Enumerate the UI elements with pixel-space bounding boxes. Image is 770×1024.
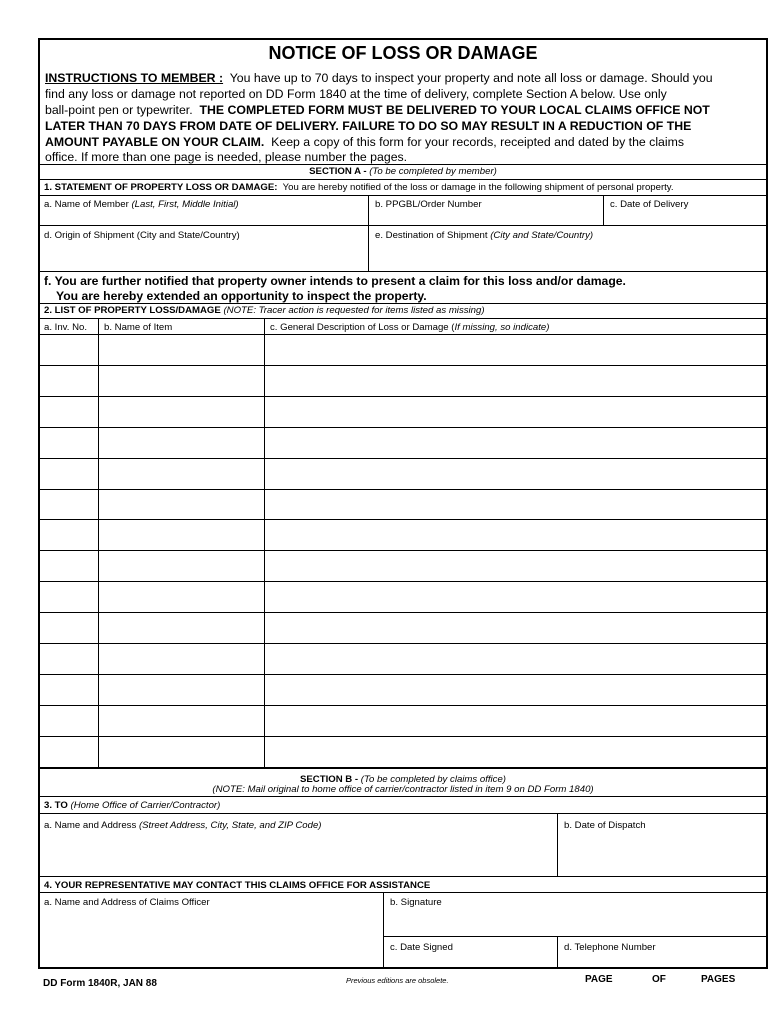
inv-no-cell[interactable] — [40, 427, 98, 458]
destination-label-text: e. Destination of Shipment — [375, 230, 488, 241]
item-1-heading-bold: 1. STATEMENT OF PROPERTY LOSS OR DAMAGE: — [44, 182, 278, 193]
origin-field[interactable] — [40, 242, 368, 270]
divider — [40, 892, 766, 893]
instructions-line-5 — [45, 134, 684, 150]
inv-no-cell[interactable] — [40, 674, 98, 705]
inv-no-cell[interactable] — [40, 458, 98, 489]
description-cell[interactable] — [265, 519, 766, 550]
item-name-cell[interactable] — [99, 643, 264, 674]
divider — [40, 876, 766, 877]
description-cell[interactable] — [265, 705, 766, 736]
item-name-cell[interactable] — [99, 705, 264, 736]
member-name-label-text: a. Name of Member — [44, 199, 129, 210]
table-row — [40, 458, 766, 489]
table-row — [40, 612, 766, 643]
inv-no-cell[interactable] — [40, 334, 98, 365]
item-4-heading: 4. YOUR REPRESENTATIVE MAY CONTACT THIS CLAIMS OFFICE FOR ASSISTANCE — [44, 880, 431, 891]
column-header-inv-no: a. Inv. No. — [44, 322, 88, 333]
description-cell[interactable] — [265, 458, 766, 489]
column-header-description-note: If missing, so indicate) — [454, 322, 550, 333]
member-name-label — [44, 199, 239, 210]
divider — [40, 796, 766, 797]
destination-label-note: (City and State/Country) — [490, 230, 594, 241]
signature-field[interactable] — [384, 910, 766, 936]
instructions-line-1 — [45, 70, 713, 86]
form-number: DD Form 1840R, JAN 88 — [43, 978, 157, 989]
order-number-label: b. PPGBL/Order Number — [375, 199, 482, 210]
page-title: NOTICE OF LOSS OR DAMAGE — [268, 43, 538, 63]
claims-officer-label: a. Name and Address of Claims Officer — [44, 897, 210, 908]
instructions-line-4-bold: LATER THAN 70 DAYS FROM DATE OF DELIVERY. FAILURE TO DO SO MAY RESULT IN A REDUCTION OF THE — [45, 119, 692, 133]
obsolete-note-text: Previous editions are obsolete. — [346, 976, 449, 985]
item-name-cell[interactable] — [99, 427, 264, 458]
section-a-header — [40, 166, 766, 177]
origin-label: d. Origin of Shipment (City and State/Country) — [44, 230, 240, 241]
telephone-label: d. Telephone Number — [564, 942, 656, 953]
item-3-heading-note: (Home Office of Carrier/Contractor) — [70, 800, 221, 811]
section-a-label: SECTION A - — [309, 166, 367, 177]
section-b-label: SECTION B - — [300, 774, 359, 785]
divider — [40, 179, 766, 180]
carrier-address-label-text: a. Name and Address — [44, 820, 137, 831]
description-cell[interactable] — [265, 334, 766, 365]
table-row — [40, 519, 766, 550]
instructions-line-2: find any loss or damage not reported on DD Form 1840 at the time of delivery, complete Section A below. Use only — [45, 87, 667, 101]
description-cell[interactable] — [265, 736, 766, 767]
item-name-cell[interactable] — [99, 674, 264, 705]
inv-no-cell[interactable] — [40, 736, 98, 767]
instructions-line-3 — [45, 102, 710, 118]
page-label: PAGE — [585, 974, 613, 985]
inv-no-cell[interactable] — [40, 550, 98, 581]
item-3-heading — [44, 800, 220, 811]
table-row — [40, 334, 766, 365]
item-name-cell[interactable] — [99, 396, 264, 427]
instructions-text-1: You have up to 70 days to inspect your property and note all loss or damage. Should you — [229, 71, 713, 85]
obsolete-note — [346, 976, 449, 985]
pages-label: PAGES — [701, 974, 736, 985]
divider — [383, 936, 766, 937]
date-signed-field[interactable] — [384, 953, 557, 967]
inv-no-cell[interactable] — [40, 396, 98, 427]
carrier-address-label-note: (Street Address, City, State, and ZIP Code) — [138, 820, 322, 831]
instructions-line-5-bold: AMOUNT PAYABLE ON YOUR CLAIM. — [45, 135, 265, 149]
item-1-heading-text: You are hereby notified of the loss or damage in the following shipment of personal property. — [282, 182, 674, 193]
item-name-cell[interactable] — [99, 489, 264, 520]
instructions-line-5-plain: Keep a copy of this form for your records, receipted and dated by the claims — [271, 135, 685, 149]
inv-no-cell[interactable] — [40, 612, 98, 643]
notice-f-line-1: f. You are further notified that property owner intends to present a claim for this loss and/or damage. — [44, 274, 626, 288]
inv-no-cell[interactable] — [40, 365, 98, 396]
description-cell[interactable] — [265, 643, 766, 674]
dispatch-date-label: b. Date of Dispatch — [564, 820, 646, 831]
destination-label — [375, 230, 593, 241]
carrier-address-label — [44, 820, 321, 831]
description-cell[interactable] — [265, 365, 766, 396]
column-header-item-name: b. Name of Item — [104, 322, 173, 333]
table-row — [40, 396, 766, 427]
divider — [40, 318, 766, 319]
date-signed-label: c. Date Signed — [390, 942, 453, 953]
inv-no-cell[interactable] — [40, 581, 98, 612]
item-name-cell[interactable] — [99, 334, 264, 365]
delivery-date-label: c. Date of Delivery — [610, 199, 689, 210]
table-row — [40, 674, 766, 705]
instructions-line-3-plain: ball-point pen or typewriter. — [45, 103, 193, 117]
item-2-heading — [44, 305, 485, 316]
section-b-note: (To be completed by claims office) — [360, 774, 506, 785]
divider — [40, 164, 766, 165]
table-row — [40, 705, 766, 736]
instructions-line-3-bold: THE COMPLETED FORM MUST BE DELIVERED TO YOUR LOCAL CLAIMS OFFICE NOT — [199, 103, 710, 117]
item-name-cell[interactable] — [99, 365, 264, 396]
description-cell[interactable] — [265, 550, 766, 581]
divider — [40, 303, 766, 304]
description-cell[interactable] — [265, 489, 766, 520]
divider — [40, 271, 766, 272]
item-name-cell[interactable] — [99, 612, 264, 643]
carrier-address-field[interactable] — [40, 833, 557, 876]
table-row — [40, 489, 766, 520]
inv-no-cell[interactable] — [40, 519, 98, 550]
item-name-cell[interactable] — [99, 581, 264, 612]
table-row — [40, 365, 766, 396]
inv-no-cell[interactable] — [40, 489, 98, 520]
divider — [40, 225, 766, 226]
description-cell[interactable] — [265, 427, 766, 458]
description-cell[interactable] — [265, 612, 766, 643]
description-cell[interactable] — [265, 396, 766, 427]
column-header-description — [270, 322, 549, 333]
table-row — [40, 427, 766, 458]
order-number-field[interactable] — [369, 210, 603, 225]
destination-field[interactable] — [369, 242, 766, 270]
divider — [40, 767, 766, 769]
description-cell[interactable] — [265, 581, 766, 612]
telephone-field[interactable] — [558, 953, 766, 967]
column-header-description-text: c. General Description of Loss or Damage ( — [270, 322, 455, 333]
item-2-heading-note: (NOTE: Tracer action is requested for items listed as missing) — [223, 305, 485, 316]
table-row — [40, 643, 766, 674]
item-1-heading — [44, 182, 674, 193]
table-row — [40, 736, 766, 767]
item-name-cell[interactable] — [99, 550, 264, 581]
item-name-cell[interactable] — [99, 519, 264, 550]
member-name-label-note: (Last, First, Middle Initial) — [131, 199, 239, 210]
inv-no-cell[interactable] — [40, 705, 98, 736]
dispatch-date-field[interactable] — [558, 833, 766, 876]
item-name-cell[interactable] — [99, 458, 264, 489]
member-name-field[interactable] — [40, 210, 368, 225]
instructions-heading: INSTRUCTIONS TO MEMBER : — [45, 71, 224, 85]
instructions-line-6: office. If more than one page is needed, please number the pages. — [45, 150, 408, 164]
table-row — [40, 581, 766, 612]
section-b-note-2-text: (NOTE: Mail original to home office of carrier/contractor listed in item 9 on DD Form 1840) — [212, 784, 594, 795]
section-b-note-2 — [40, 784, 766, 795]
divider — [40, 195, 766, 196]
of-label: OF — [652, 974, 666, 985]
notice-f-line-2: You are hereby extended an opportunity to inspect the property. — [56, 289, 427, 303]
item-name-cell[interactable] — [99, 736, 264, 767]
item-3-heading-bold: 3. TO — [44, 800, 68, 811]
divider — [40, 813, 766, 814]
description-cell[interactable] — [265, 674, 766, 705]
inv-no-cell[interactable] — [40, 643, 98, 674]
delivery-date-field[interactable] — [604, 210, 766, 225]
claims-officer-field[interactable] — [40, 910, 383, 967]
table-row — [40, 550, 766, 581]
section-a-note: (To be completed by member) — [369, 166, 497, 177]
instructions-line-4 — [45, 118, 691, 134]
signature-label: b. Signature — [390, 897, 442, 908]
item-2-heading-bold: 2. LIST OF PROPERTY LOSS/DAMAGE — [44, 305, 221, 316]
